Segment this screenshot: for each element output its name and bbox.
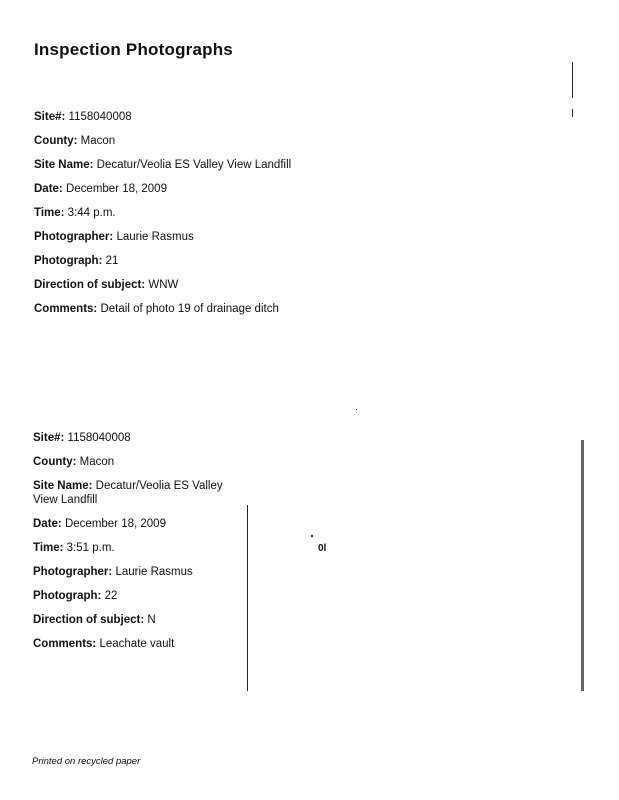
photo-frame-left-edge bbox=[247, 505, 248, 691]
photographer-row: Photographer: Laurie Rasmus bbox=[33, 566, 193, 578]
photograph-number-row: Photograph: 21 bbox=[34, 255, 119, 267]
stray-mark: 0l bbox=[318, 543, 327, 554]
recycled-paper-note: Printed on recycled paper bbox=[32, 756, 141, 767]
site-name-row: Site Name: Decatur/Veolia ES Valley View Landfill bbox=[33, 480, 223, 506]
scan-artifact-line bbox=[572, 109, 573, 117]
page-title: Inspection Photographs bbox=[34, 40, 233, 59]
date-row: Date: December 18, 2009 bbox=[33, 518, 166, 530]
comments-row: Comments: Leachate vault bbox=[33, 638, 175, 650]
photograph-number-row: Photograph: 22 bbox=[33, 590, 118, 602]
scan-speck bbox=[311, 535, 313, 537]
direction-row: Direction of subject: N bbox=[33, 614, 156, 626]
scan-speck bbox=[356, 409, 357, 410]
date-row: Date: December 18, 2009 bbox=[34, 183, 167, 195]
site-number-row: Site#: 1158040008 bbox=[33, 432, 131, 444]
site-number-row: Site#: 1158040008 bbox=[34, 111, 132, 123]
county-row: County: Macon bbox=[33, 456, 115, 468]
time-row: Time: 3:44 p.m. bbox=[34, 207, 116, 219]
comments-row: Comments: Detail of photo 19 of drainage ditch bbox=[34, 303, 279, 315]
time-row: Time: 3:51 p.m. bbox=[33, 542, 115, 554]
photo-frame-right-edge bbox=[581, 440, 584, 691]
county-row: County: Macon bbox=[34, 135, 116, 147]
scan-artifact-line bbox=[572, 62, 573, 98]
site-name-row: Site Name: Decatur/Veolia ES Valley View Landfill bbox=[34, 159, 292, 171]
photographer-row: Photographer: Laurie Rasmus bbox=[34, 231, 194, 243]
direction-row: Direction of subject: WNW bbox=[34, 279, 179, 291]
